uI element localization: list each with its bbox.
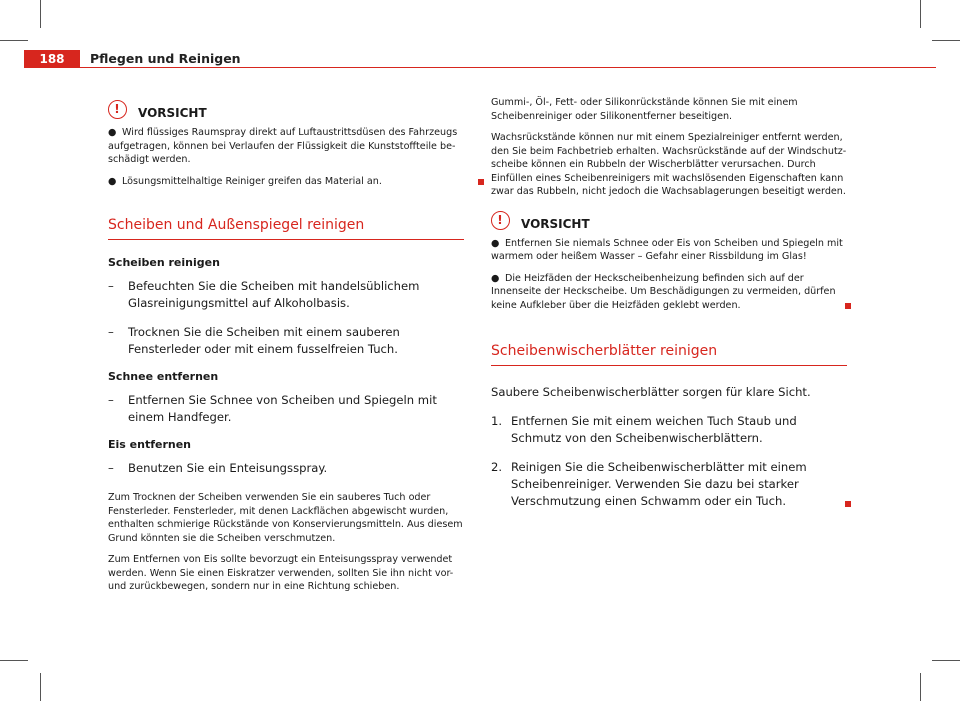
- list-item: – Trocknen Sie die Scheiben mit einem sauberen Fensterleder oder mit einem fusselfreien Tuch.: [108, 325, 400, 356]
- sub-heading: Eis entfernen: [108, 438, 192, 451]
- end-mark: [845, 303, 851, 309]
- warning-header: [491, 211, 847, 235]
- crop-mark: [0, 660, 28, 661]
- list-item: – Entfernen Sie Schnee von Scheiben und Spiegeln mit einem Handfeger.: [108, 393, 437, 424]
- warning-icon: !: [491, 211, 510, 230]
- warning-bullet: ● Lösungsmittelhaltige Reiniger greifen das Material an.: [108, 175, 464, 189]
- note-paragraph: Wachsrückstände können nur mit einem Spezialreiniger entfernt werden, den Sie beim Fachbetrieb erhalten. Wachsrückstände auf der Windschutzscheibe können ein Rubbeln der Wischerblätter verursachen. Durch Einfüllen eines Scheibenreinigers mit wachslösenden Eigenschaften kann zwar das Rubbeln, nicht jedoch die Wachsablagerungen beseitigt werden.: [491, 132, 847, 197]
- warning-title: VORSICHT: [138, 106, 207, 120]
- crop-mark: [40, 673, 41, 701]
- crop-mark: [920, 673, 921, 701]
- page-title: Pflegen und Reinigen: [90, 51, 241, 66]
- crop-mark: [932, 40, 960, 41]
- section-title: Scheibenwischerblätter reinigen: [491, 342, 847, 366]
- crop-mark: [920, 0, 921, 28]
- right-column: [491, 96, 847, 522]
- crop-mark: [40, 0, 41, 28]
- note-paragraph: Zum Entfernen von Eis sollte bevorzugt ein Enteisungsspray verwendet werden. Wenn Sie einen Eiskratzer verwenden, sollten Sie ihn nicht vor- und zurückbewegen, sondern nur in eine Richtung schieben.: [108, 554, 454, 592]
- sub-heading: Scheiben reinigen: [108, 256, 220, 269]
- step-item: 2. Reinigen Sie die Scheibenwischerblätter mit einem Scheibenreiniger. Verwenden Sie dazu bei starker Verschmutzung einen Schwamm oder ein Tuch.: [491, 459, 847, 510]
- warning-title: VORSICHT: [521, 216, 590, 231]
- left-column: [108, 100, 464, 602]
- step-item: 1. Entfernen Sie mit einem weichen Tuch Staub und Schmutz von den Scheibenwischerblättern.: [491, 414, 797, 445]
- note-paragraph: Zum Trocknen der Scheiben verwenden Sie ein sauberes Tuch oder Fensterleder. Fensterleder, mit denen Lackflächen abgewischt wurden, enthalten schmierige Rückstände von Konservierungsmitteln. Aus diesem Grund könnten sie die Scheiben verschmutzen.: [108, 492, 463, 544]
- list-item: – Benutzen Sie ein Enteisungsspray.: [108, 461, 328, 475]
- warning-bullet: ● Wird flüssiges Raumspray direkt auf Luftaustrittsdüsen des Fahrzeugs aufgetragen, können bei Verlaufen der Flüssigkeit die Kunststoffteile beschädigt werden.: [108, 127, 458, 165]
- intro-paragraph: Saubere Scheibenwischerblätter sorgen für klare Sicht.: [491, 385, 811, 399]
- crop-mark: [0, 40, 28, 41]
- crop-mark: [932, 660, 960, 661]
- warning-bullet: ● Entfernen Sie niemals Schnee oder Eis von Scheiben und Spiegeln mit warmem oder heißem Wasser – Gefahr einer Rissbildung im Glas!: [491, 237, 843, 262]
- end-mark: [845, 501, 851, 507]
- warning-header: [108, 100, 464, 124]
- list-item: – Befeuchten Sie die Scheiben mit handelsüblichem Glasreinigungsmittel auf Alkoholbasis.: [108, 279, 420, 310]
- warning-bullet: ● Die Heizfäden der Heckscheibenheizung befinden sich auf der Innenseite der Heckscheibe. Um Beschädigungen zu vermeiden, dürfen keine Aufkleber über die Heizfäden geklebt werden.: [491, 272, 847, 313]
- end-mark: [478, 179, 484, 185]
- sub-heading: Schnee entfernen: [108, 370, 219, 383]
- note-paragraph: Gummi-, Öl-, Fett- oder Silikonrückstände können Sie mit einem Scheibenreiniger oder Silikonentferner beseitigen.: [491, 97, 798, 122]
- warning-icon: !: [108, 100, 127, 119]
- page-number: 188: [39, 52, 65, 66]
- section-title: Scheiben und Außenspiegel reinigen: [108, 216, 464, 240]
